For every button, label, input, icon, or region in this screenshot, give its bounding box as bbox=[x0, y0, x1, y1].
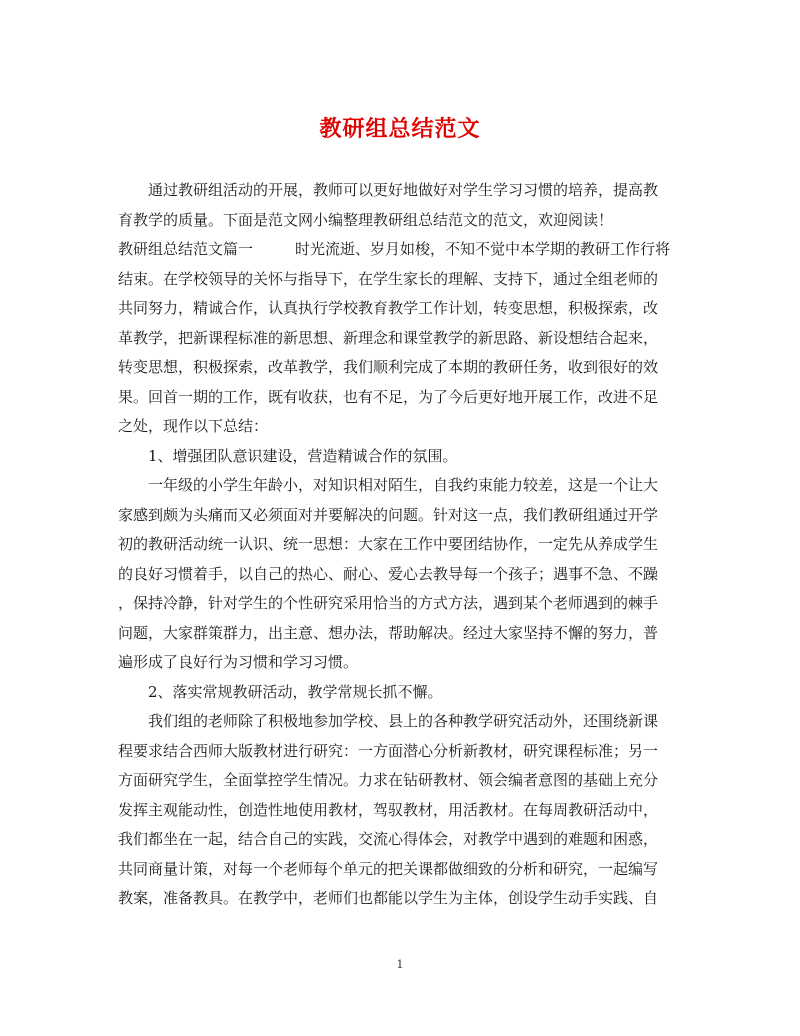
subheading-1: 1、增强团队意识建设，营造精诚合作的氛围。 bbox=[118, 446, 458, 465]
body-line: 初的教研活动统一认识、统一思想：大家在工作中要团结协作，一定先从养成学生 bbox=[118, 535, 659, 553]
body-line: 遍形成了良好行为习惯和学习习惯。 bbox=[118, 653, 359, 671]
page-number: 1 bbox=[396, 958, 404, 971]
body-line: 程要求结合西师大版教材进行研究：一方面潜心分析新教材，研究课程标准；另一 bbox=[118, 741, 659, 760]
body-line: 共同商量计策，对每一个老师每个单元的把关课都做细致的分析和研究，一起编写 bbox=[118, 859, 659, 878]
subheading-2: 2、落实常规教研活动，教学常规长抓不懈。 bbox=[118, 682, 443, 701]
body-line: ，保持冷静，针对学生的个性研究采用恰当的方式方法，遇到某个老师遇到的棘手 bbox=[118, 594, 659, 612]
body-line: 发挥主观能动性，创造性地使用教材，驾驭教材，用活教材。在每周教研活动中， bbox=[118, 800, 659, 819]
body-line: 我们组的老师除了积极地参加学校、县上的各种教学研究活动外，还围绕新课 bbox=[118, 712, 659, 730]
body-line: 结束。在学校领导的关怀与指导下，在学生家长的理解、支持下，通过全组老师的 bbox=[118, 269, 659, 288]
body-line: 转变思想，积极探索，改革教学，我们顺利完成了本期的教研任务，收到很好的效 bbox=[118, 358, 659, 376]
document-body bbox=[118, 176, 684, 914]
body-line: 共同努力，精诚合作，认真执行学校教育教学工作计划，转变思想，积极探索，改 bbox=[118, 299, 659, 317]
body-line: 一年级的小学生年龄小，对知识相对陌生，自我约束能力较差，这是一个让大 bbox=[118, 476, 659, 494]
body-line: 通过教研组活动的开展，教师可以更好地做好对学生学习习惯的培养，提高教 bbox=[118, 181, 659, 199]
body-line: 方面研究学生，全面掌控学生情况。力求在钻研教材、领会编者意图的基础上充分 bbox=[118, 771, 659, 789]
body-line: 果。回首一期的工作，既有收获，也有不足，为了今后更好地开展工作，改进不足 bbox=[118, 387, 659, 406]
document-title: 教研组总结范文 bbox=[319, 116, 481, 142]
section-heading: 教研组总结范文篇一 bbox=[118, 240, 254, 258]
body-line: 我们都坐在一起，结合自己的实践，交流心得体会，对教学中遇到的难题和困惑， bbox=[118, 830, 659, 848]
body-line: 的良好习惯着手，以自己的热心、耐心、爱心去教导每一个孩子；遇事不急、不躁 bbox=[118, 564, 659, 583]
body-line: 教案，准备教具。在教学中，老师们也都能以学生为主体，创设学生动手实践、自 bbox=[118, 889, 659, 907]
body-line: 时光流逝、岁月如梭，不知不觉中本学期的教研工作行将 bbox=[295, 240, 671, 258]
body-line: 之处，现作以下总结： bbox=[118, 417, 269, 435]
body-line: 问题，大家群策群力，出主意、想办法，帮助解决。经过大家坚持不懈的努力，普 bbox=[118, 623, 659, 642]
body-line: 家感到颇为头痛而又必须面对并要解决的问题。针对这一点，我们教研组通过开学 bbox=[118, 505, 659, 524]
body-line: 育教学的质量。下面是范文网小编整理教研组总结范文的范文，欢迎阅读！ bbox=[118, 210, 614, 229]
section-heading-line bbox=[118, 235, 684, 265]
body-line: 革教学，把新课程标准的新思想、新理念和课堂教学的新思路、新设想结合起来， bbox=[118, 328, 659, 347]
